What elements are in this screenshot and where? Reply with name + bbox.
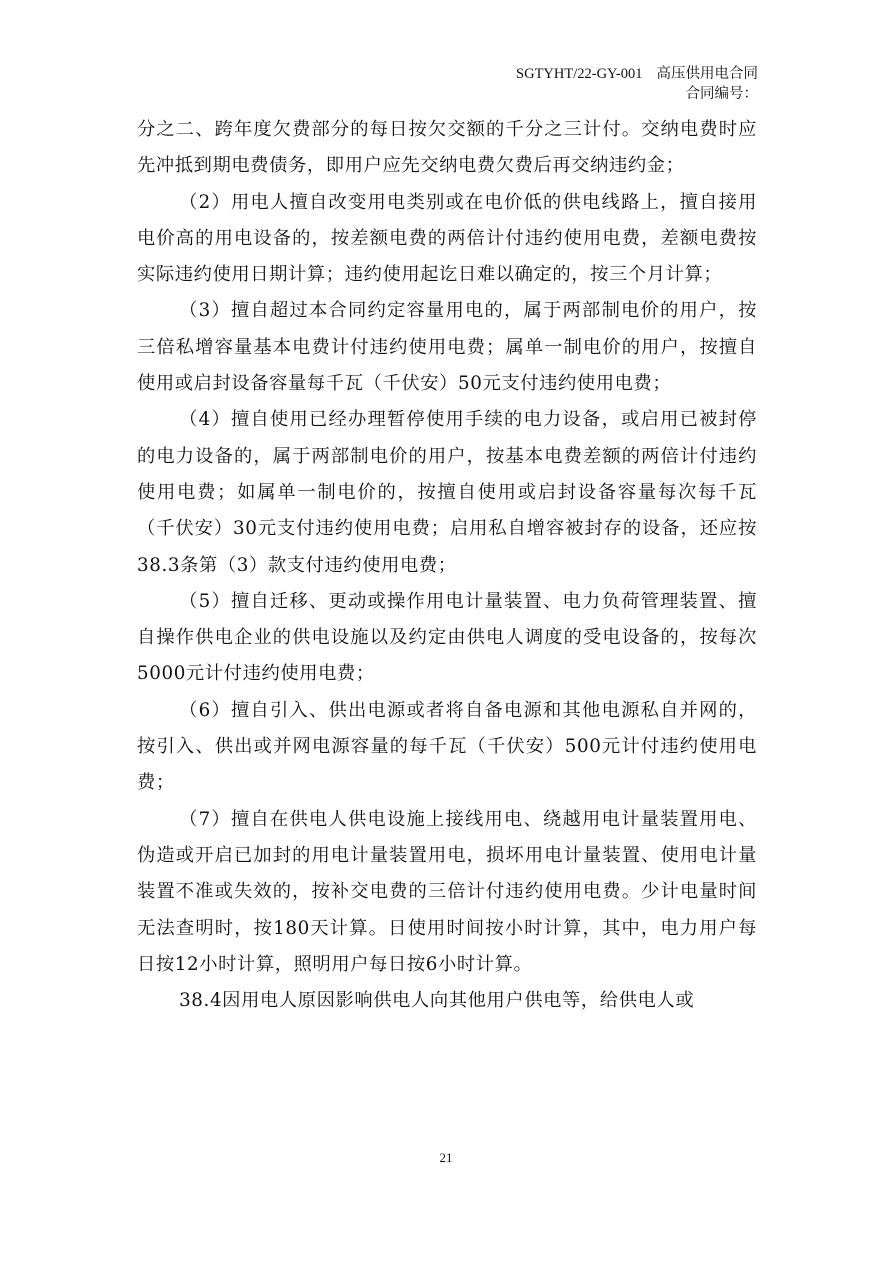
document-body: [137, 112, 757, 1019]
contract-code: SGTYHT/22-GY-001: [516, 66, 643, 82]
contract-number-label: 合同编号：: [685, 86, 758, 102]
paragraph-clause-38-4: 38.4因用电人原因影响供电人向其他用户供电等，给供电人或: [179, 990, 695, 1012]
contract-title: 高压供用电合同: [656, 66, 758, 82]
paragraph-item-2: （2）用电人擅自改变用电类别或在电价低的供电线路上，擅自接用电价高的用电设备的，按差额电费的两倍计付违约使用电费，差额电费按实际违约使用日期计算；违约使用起讫日难以确定的，按三个月计算；: [137, 191, 757, 286]
header-line-1: [516, 64, 758, 84]
paragraph-item-4: （4）擅自使用已经办理暂停使用手续的电力设备，或启用已被封停的电力设备的，属于两部制电价的用户，按基本电费差额的两倍计付违约使用电费；如属单一制电价的，按擅自使用或启封设备容量每次每千瓦（千伏安）30元支付违约使用电费；启用私自增容被封存的设备，还应按38.3条第（3）款支付违约使用电费；: [137, 409, 757, 576]
paragraph-continuation: 分之二、跨年度欠费部分的每日按欠交额的千分之三计付。交纳电费时应先冲抵到期电费债务，即用户应先交纳电费欠费后再交纳违约金；: [137, 119, 757, 177]
paragraph-item-3: （3）擅自超过本合同约定容量用电的，属于两部制电价的用户，按三倍私增容量基本电费计付违约使用电费；属单一制电价的用户，按擅自使用或启封设备容量每千瓦（千伏安）50元支付违约使用电费；: [137, 300, 757, 395]
paragraph-item-7: （7）擅自在供电人供电设施上接线用电、绕越用电计量装置用电、伪造或开启已加封的用电计量装置用电，损坏用电计量装置、使用电计量装置不准或失效的，按补交电费的三倍计付违约使用电费。少计电量时间无法查明时，按180天计算。日使用时间按小时计算，其中，电力用户每日按12小时计算，照明用户每日按6小时计算。: [137, 808, 757, 975]
page-number: 21: [439, 1150, 453, 1165]
paragraph-item-5: （5）擅自迁移、更动或操作用电计量装置、电力负荷管理装置、擅自操作供电企业的供电设施以及约定由供电人调度的受电设备的，按每次5000元计付违约使用电费；: [137, 590, 757, 685]
page-header: [516, 64, 758, 104]
paragraph-item-6: （6）擅自引入、供出电源或者将自备电源和其他电源私自并网的，按引入、供出或并网电源容量的每千瓦（千伏安）500元计付违约使用电费；: [137, 699, 757, 794]
